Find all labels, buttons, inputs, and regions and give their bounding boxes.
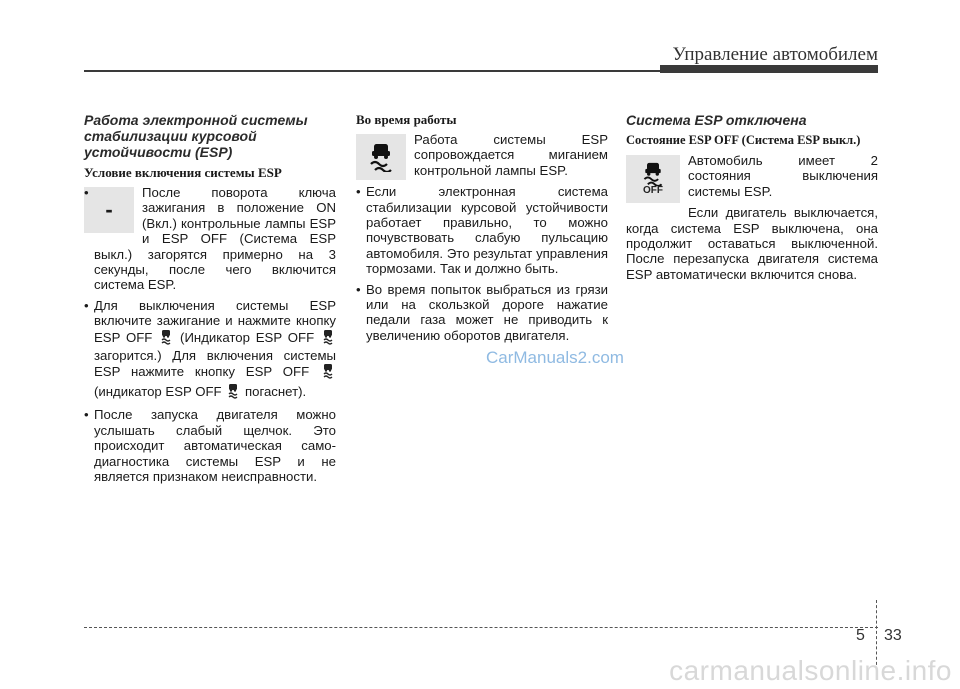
esp-indicator-icon: [356, 134, 406, 180]
section-heading-esp-off: Система ESP отключена: [626, 112, 807, 128]
bullet-text: (Индикатор ESP OFF: [180, 329, 315, 345]
column-esp-disabled: [626, 112, 878, 288]
column-during-operation: [356, 112, 608, 348]
esp-off-inline-icon: [160, 329, 172, 348]
esp-off-paragraph: Автомобиль имеет 2 состояния выключения системы ESP.: [688, 153, 878, 199]
list-item: [84, 407, 336, 484]
esp-off-inline-icon: [322, 363, 334, 382]
header-rule: [84, 70, 660, 72]
bullet-text: После запуска двигателя можно услышать слабый щелчок. Это происходит автоматическая само-диагностика системы ESP и не является признаком неисправности.: [94, 407, 336, 484]
site-watermark: carmanualsonline.info: [669, 655, 952, 686]
chapter-number: 5: [856, 627, 865, 644]
watermark: CarManuals2.com: [486, 348, 624, 367]
esp-skid-car-icon: [366, 142, 396, 172]
bullet-text: После поворота ключа зажигания в положение ON (Вкл.) контрольные лампы ESP и ESP OFF (Система ESP выкл.) загорятся примерно на 3 секунды, после чего включится система ESP.: [94, 185, 336, 293]
footer-rule: [84, 627, 878, 628]
esp-off-inline-icon: [322, 329, 334, 348]
bullet-text: Для выключения системы ESP включите зажигание и нажмите кнопку ESP OFF: [94, 297, 336, 345]
esp-off-paragraph-2: Если двигатель выключается, когда система ESP выключена, она продолжит оставаться выключенной. После перезапуска двигателя система ESP автоматически включится снова.: [626, 205, 878, 282]
bullet-text: (индикатор ESP OFF: [94, 383, 222, 399]
list-item: [84, 298, 336, 402]
list-item: [84, 185, 336, 293]
bullet-text: Во время попыток выбраться из грязи или на скользкой дороге нажатие педали газа может не приводить к увеличению оборотов двигателя.: [366, 281, 608, 343]
esp-off-indicator-icon: [626, 155, 680, 203]
bullet-text: погаснет).: [244, 383, 307, 399]
list-item: [356, 184, 608, 276]
bullet-list: [84, 185, 336, 484]
esp-off-inline-icon: [227, 383, 239, 402]
bullet-text: Если электронная система стабилизации курсовой устойчивости работает правильно, то можно почувствовать слабую пульсацию автомобиля. Это результат управления тормозами. Так и должно быть.: [366, 184, 608, 277]
off-label: OFF: [643, 185, 663, 196]
bullet-list: [356, 184, 608, 343]
dash-symbol: -: [105, 197, 113, 223]
header-rule-accent: [660, 65, 878, 73]
subheading-during-operation: Во время работы: [356, 112, 457, 127]
list-item: [356, 282, 608, 344]
subheading-esp-off-state: Состояние ESP OFF (Система ESP выкл.): [626, 133, 861, 147]
section-title: Управление автомобилем: [672, 44, 878, 65]
esp-off-icon: [640, 162, 666, 186]
bullet-text: загорится.) Для включения системы ESP нажмите кнопку ESP OFF: [94, 348, 336, 380]
page-number: 33: [884, 627, 902, 644]
column-esp-operation: [84, 112, 336, 489]
section-heading-esp: Работа электронной системы стабилизации курсовой устойчивости (ESP): [84, 112, 308, 160]
operation-paragraph: Работа системы ESP сопровождается миганием контрольной лампы ESP.: [414, 132, 608, 178]
subheading-esp-activation: Условие включения системы ESP: [84, 165, 282, 180]
